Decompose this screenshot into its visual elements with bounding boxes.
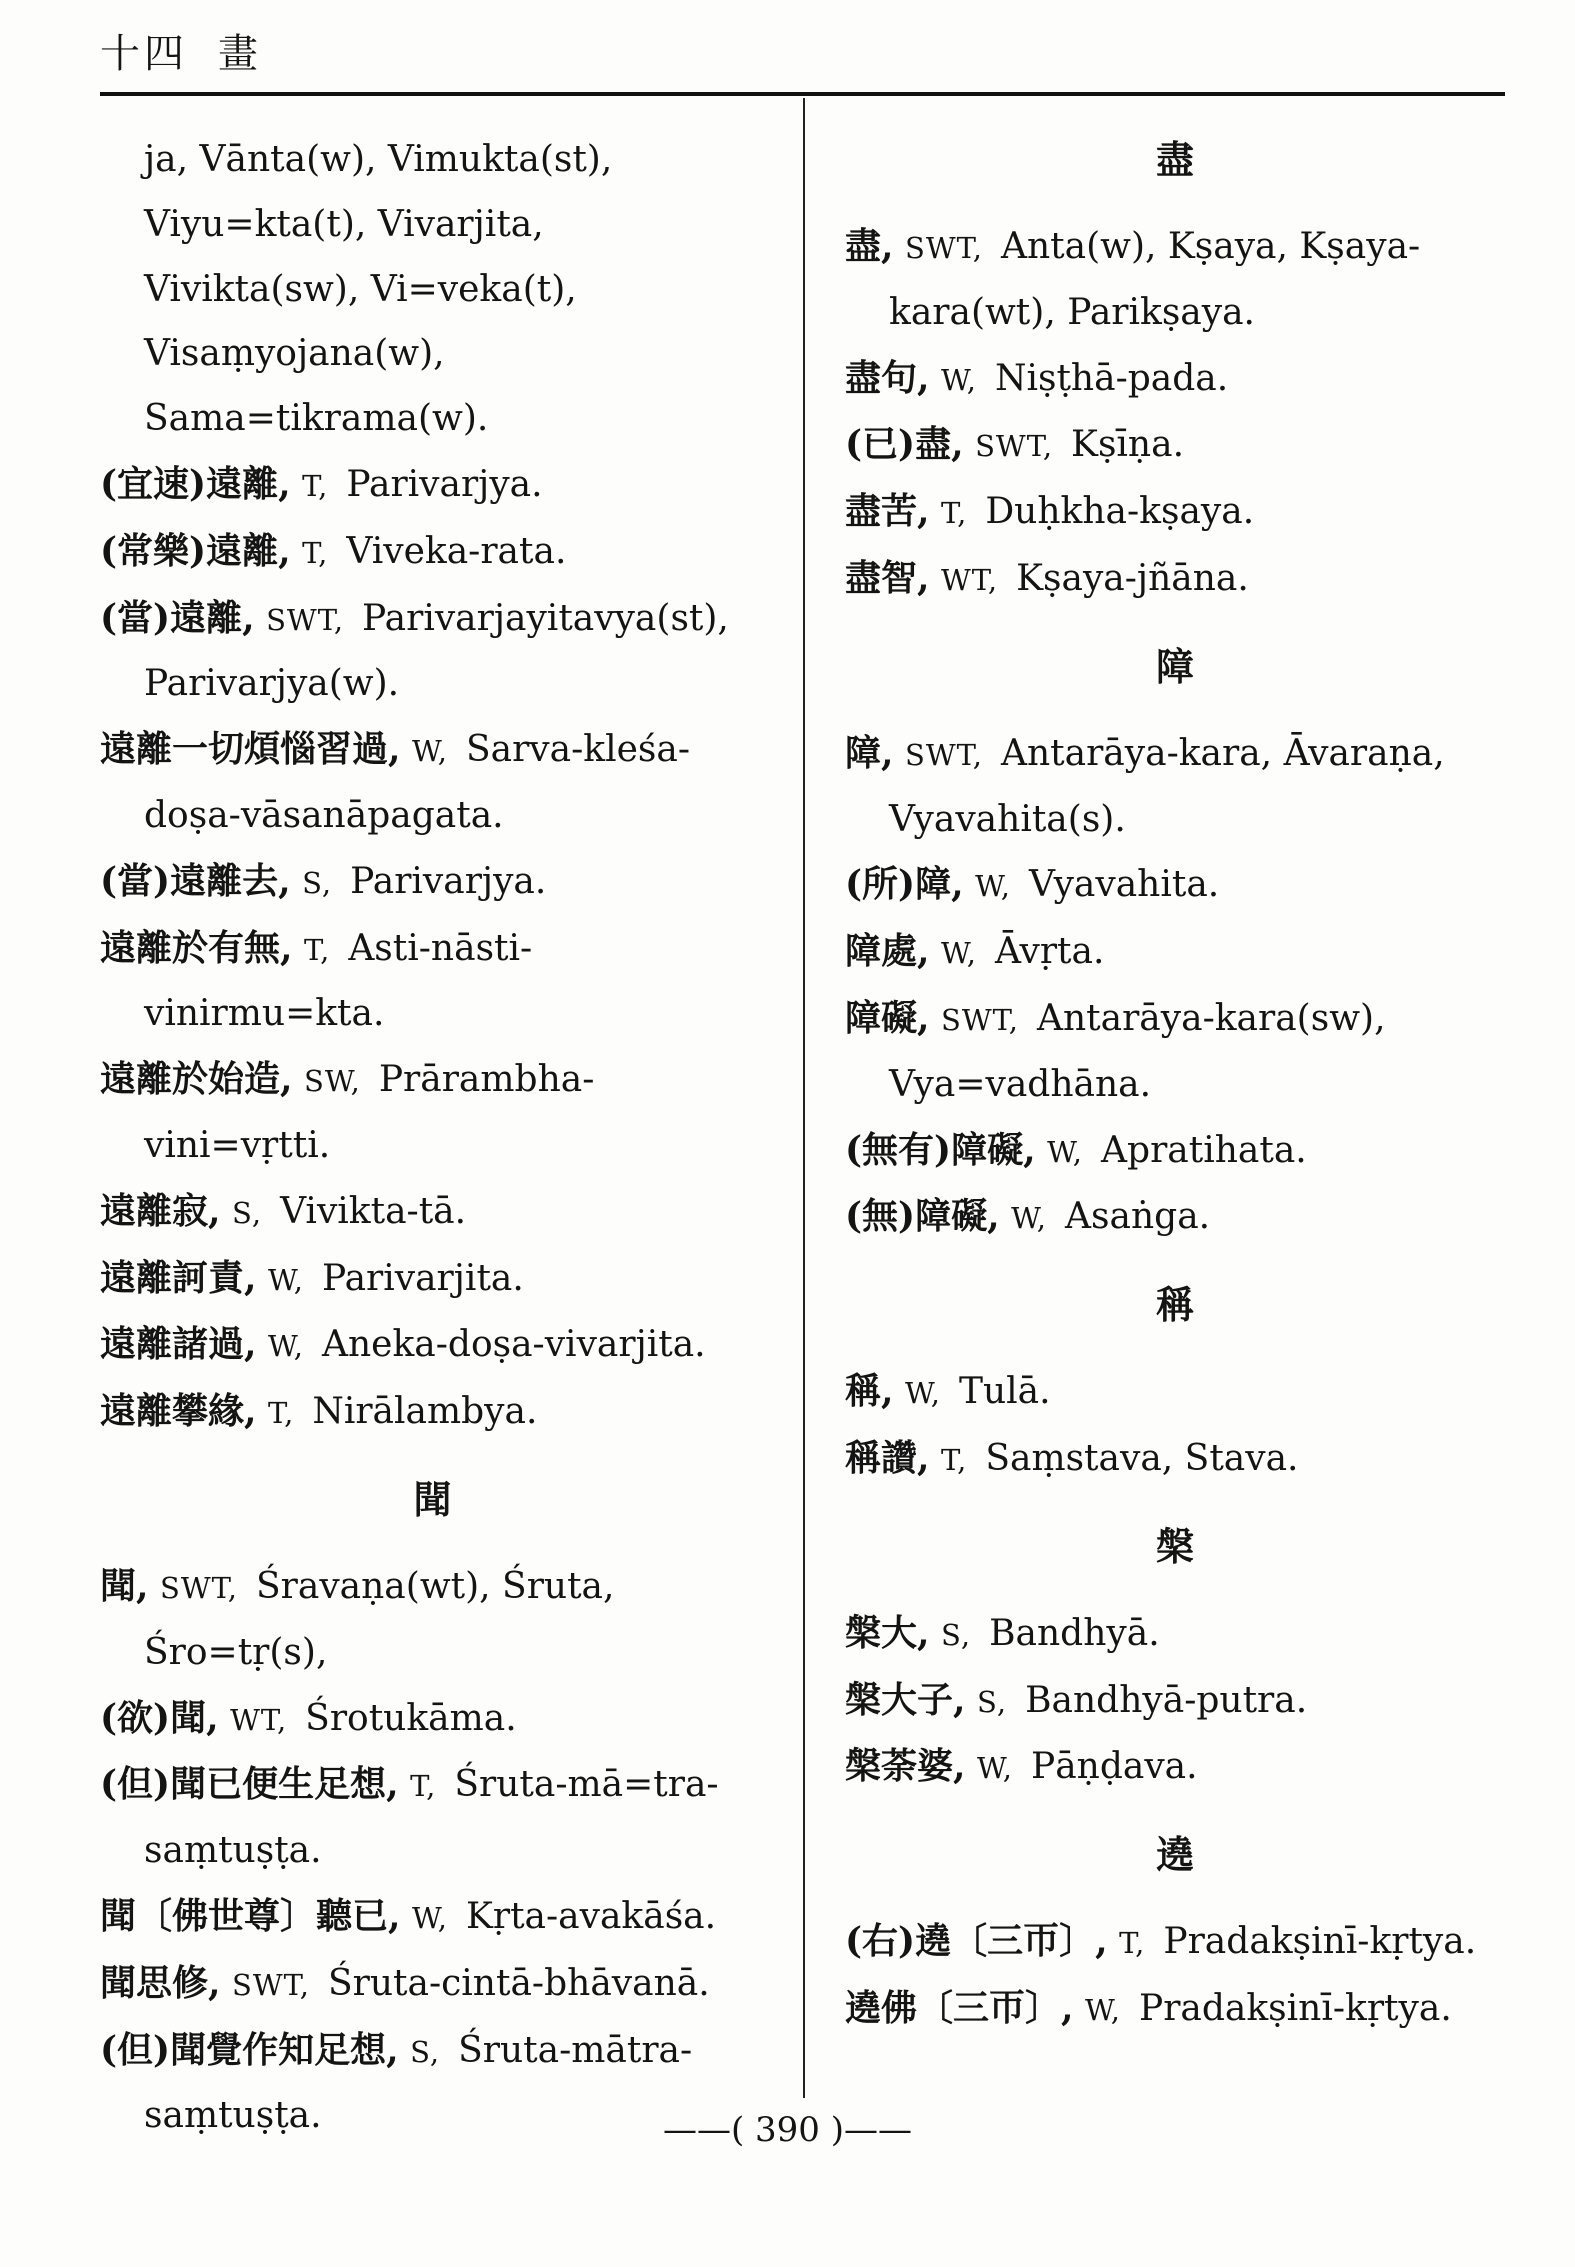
entry-source-codes: WT, xyxy=(230,1702,288,1737)
entry-sanskrit: Parivarjayitavya(st), Parivarjya(w). xyxy=(144,597,729,705)
entry-sanskrit: Bandhyā-putra. xyxy=(1025,1679,1308,1721)
entry-sanskrit: Antarāya-kara(sw), Vya=vadhāna. xyxy=(889,997,1386,1105)
entry-sanskrit: Duḥkha-kṣaya. xyxy=(985,491,1255,533)
entry-headword: 槃大子, xyxy=(845,1678,966,1721)
dictionary-entry xyxy=(845,721,1505,853)
entry-headword: 盡智, xyxy=(845,556,930,599)
dictionary-entry xyxy=(100,1379,765,1446)
entry-headword: 遠離訶責, xyxy=(100,1256,257,1299)
entry-sanskrit: Śrotukāma. xyxy=(305,1697,517,1739)
section-heading: 遶 xyxy=(1155,1832,1194,1878)
entry-sanskrit: Pāṇḍava. xyxy=(1030,1746,1198,1788)
dictionary-entry xyxy=(100,519,765,586)
dictionary-entry xyxy=(100,1951,765,2018)
entry-source-codes: SWT, xyxy=(266,602,345,637)
dictionary-entry xyxy=(100,452,765,519)
dictionary-entry xyxy=(845,412,1505,479)
dictionary-entry xyxy=(100,1246,765,1313)
continued-entry-text: ja, Vānta(w), Vimukta(st), Viyu=kta(t), Vivarjita, Vivikta(sw), Vi=veka(t), Visaṃyojana(w), Sama=tikrama(w). xyxy=(144,139,613,440)
entry-sanskrit: Antarāya-kara, Āvaraṇa, Vyavahita(s). xyxy=(889,732,1445,840)
entry-sanskrit: Vivikta-tā. xyxy=(280,1190,467,1232)
dictionary-entry xyxy=(845,546,1505,613)
dictionary-entry xyxy=(845,1118,1505,1185)
dictionary-entry xyxy=(845,852,1505,919)
entry-sanskrit: Aneka-doṣa-vivarjita. xyxy=(321,1324,706,1366)
entry-source-codes: W, xyxy=(977,1751,1013,1786)
entry-sanskrit: Nirālambya. xyxy=(312,1391,538,1433)
entry-headword: (欲)聞, xyxy=(100,1696,219,1739)
entry-source-codes: SWT, xyxy=(160,1570,238,1605)
entry-sanskrit: Śruta-cintā-bhāvanā. xyxy=(327,1962,710,2004)
entry-sanskrit: Kṛta-avakāśa. xyxy=(465,1895,717,1937)
entry-source-codes: WT, xyxy=(941,562,999,597)
entry-source-codes: T, xyxy=(410,1769,437,1804)
entry-source-codes: SW, xyxy=(304,1064,361,1099)
entry-sanskrit: Tulā. xyxy=(958,1371,1051,1413)
entry-sanskrit: Prārambha-vini=vṛtti. xyxy=(144,1059,595,1166)
entry-headword: 遠離一切煩惱習過, xyxy=(100,728,401,771)
entry-source-codes: T, xyxy=(1119,1926,1146,1961)
entry-source-codes: T, xyxy=(302,468,329,503)
entry-source-codes: SWT, xyxy=(905,737,983,772)
entry-sanskrit: Viveka-rata. xyxy=(346,530,567,572)
dictionary-entry xyxy=(845,1601,1505,1668)
header-rule xyxy=(100,92,1505,96)
dictionary-entry xyxy=(100,1047,765,1179)
dictionary-entry xyxy=(845,214,1505,346)
entry-headword: (右)遶〔三帀〕, xyxy=(845,1920,1108,1963)
entry-sanskrit: Parivarjya. xyxy=(350,860,547,902)
header-stroke-count: 十四 xyxy=(100,31,188,77)
entry-sanskrit: Saṃstava, Stava. xyxy=(985,1437,1299,1479)
dictionary-entry xyxy=(845,1734,1505,1801)
entry-sanskrit: Asti-nāsti-vinirmu=kta. xyxy=(144,927,533,1035)
entry-headword: 聞〔佛世尊〕聽已, xyxy=(100,1894,401,1937)
right-column xyxy=(845,128,1505,2043)
entry-source-codes: T, xyxy=(302,535,329,570)
entry-headword: (但)聞覺作知足想, xyxy=(100,2028,399,2071)
entry-headword: 障礙, xyxy=(845,996,930,1039)
entry-source-codes: W, xyxy=(412,734,448,769)
entry-headword: 盡苦, xyxy=(845,490,930,533)
entry-headword: 遠離於有無, xyxy=(100,926,293,969)
entry-source-codes: W, xyxy=(1047,1134,1084,1169)
dictionary-entry xyxy=(100,1179,765,1246)
entry-sanskrit: Śravaṇa(wt), Śruta, Śro=tṛ(s), xyxy=(144,1565,615,1673)
entry-headword: (當)遠離, xyxy=(100,596,255,639)
entry-headword: 槃大, xyxy=(845,1611,930,1654)
entry-headword: (無)障礙, xyxy=(845,1195,1000,1238)
section-heading: 障 xyxy=(1155,643,1194,689)
entry-sanskrit: Apratihata. xyxy=(1101,1129,1307,1171)
entry-source-codes: T, xyxy=(941,1442,968,1477)
entry-source-codes: T, xyxy=(268,1396,295,1431)
entry-headword: 遠離於始造, xyxy=(100,1058,293,1101)
entry-source-codes: T, xyxy=(941,496,968,531)
entry-headword: 稱, xyxy=(845,1370,894,1413)
entry-headword: (所)障, xyxy=(845,863,964,906)
entry-headword: 遶佛〔三帀〕, xyxy=(845,1986,1074,2029)
entry-headword: 盡, xyxy=(845,225,894,267)
entry-source-codes: W, xyxy=(268,1329,304,1364)
entry-headword: (但)聞已便生足想, xyxy=(100,1763,399,1806)
entry-sanskrit: Kṣaya-jñāna. xyxy=(1016,557,1249,599)
entry-sanskrit: Āvṛta. xyxy=(994,931,1105,973)
entry-source-codes: W, xyxy=(412,1900,448,1935)
entry-source-codes: W, xyxy=(975,869,1012,904)
dictionary-entry xyxy=(845,1976,1505,2043)
dictionary-entry xyxy=(845,1668,1505,1735)
entry-headword: (宜速)遠離, xyxy=(100,462,291,505)
entry-source-codes: T, xyxy=(304,932,331,967)
entry-source-codes: S, xyxy=(977,1684,1008,1719)
dictionary-entry xyxy=(100,916,765,1048)
entry-sanskrit: Kṣīṇa. xyxy=(1071,424,1185,466)
entry-sanskrit: Bandhyā. xyxy=(989,1612,1160,1654)
running-header xyxy=(100,22,1500,79)
entry-sanskrit: Sarva-kleśa-doṣa-vāsanāpagata. xyxy=(144,729,691,836)
entry-headword: 聞, xyxy=(100,1564,149,1607)
dictionary-entry xyxy=(100,586,765,718)
entry-sanskrit: Śruta-mā=tra-saṃtuṣṭa. xyxy=(144,1764,719,1872)
section-heading: 盡 xyxy=(1155,137,1194,182)
dictionary-entry xyxy=(845,346,1505,413)
section-heading: 稱 xyxy=(1155,1282,1194,1328)
entry-source-codes: W, xyxy=(941,362,977,397)
entry-source-codes: S, xyxy=(232,1195,263,1230)
entry-headword: 盡句, xyxy=(845,356,930,399)
entry-source-codes: SWT, xyxy=(975,429,1054,464)
dictionary-entry xyxy=(100,717,765,849)
entry-source-codes: SWT, xyxy=(905,231,983,265)
entry-source-codes: S, xyxy=(941,1617,972,1652)
dictionary-entry xyxy=(100,1752,765,1884)
dictionary-entry xyxy=(845,1359,1505,1426)
entry-headword: (當)遠離去, xyxy=(100,859,291,902)
entry-headword: (無有)障礙, xyxy=(845,1128,1036,1171)
section-heading: 槃 xyxy=(1155,1523,1194,1569)
entry-source-codes: W, xyxy=(905,1376,941,1411)
entry-headword: 遠離寂, xyxy=(100,1189,221,1232)
entry-sanskrit: Pradakṣinī-kṛtya. xyxy=(1138,1987,1452,2029)
entry-sanskrit: Niṣṭhā-pada. xyxy=(994,357,1229,399)
dictionary-entry xyxy=(845,919,1505,986)
entry-headword: (已)盡, xyxy=(845,423,964,466)
header-radical: 畫 xyxy=(218,31,262,77)
entry-headword: 稱讚, xyxy=(845,1436,930,1479)
dictionary-entry xyxy=(100,1686,765,1753)
entry-source-codes: W, xyxy=(1085,1992,1121,2027)
entry-sanskrit: Parivarjya. xyxy=(346,463,543,505)
dictionary-entry xyxy=(100,1312,765,1379)
section-heading: 聞 xyxy=(413,1476,452,1522)
entry-source-codes: W, xyxy=(941,936,977,971)
entry-headword: 障, xyxy=(845,731,894,774)
dictionary-entry xyxy=(100,1884,765,1951)
entry-sanskrit: Parivarjita. xyxy=(321,1257,524,1299)
dictionary-entry xyxy=(100,1554,765,1686)
entry-headword: 槃荼婆, xyxy=(845,1745,966,1788)
column-divider xyxy=(803,98,805,2098)
entry-source-codes: SWT, xyxy=(941,1002,1019,1037)
entry-headword: 聞思修, xyxy=(100,1961,221,2004)
dictionary-entry xyxy=(845,986,1505,1118)
entry-sanskrit: Śruta-mātra-saṃtuṣṭa. xyxy=(144,2029,693,2137)
entry-sanskrit: Asaṅga. xyxy=(1065,1196,1211,1238)
entry-source-codes: W, xyxy=(268,1262,304,1297)
dictionary-entry xyxy=(100,849,765,916)
entry-sanskrit: Vyavahita. xyxy=(1029,864,1220,906)
dictionary-entry xyxy=(845,1909,1505,1976)
entry-sanskrit: Pradakṣinī-kṛtya. xyxy=(1163,1921,1477,1963)
entry-source-codes: W, xyxy=(1011,1201,1048,1236)
entry-headword: (常樂)遠離, xyxy=(100,529,291,572)
entry-source-codes: S, xyxy=(302,865,333,900)
dictionary-entry xyxy=(845,1184,1505,1251)
dictionary-entry xyxy=(845,479,1505,546)
dictionary-entry xyxy=(845,1426,1505,1493)
entry-sanskrit: Anta(w), Kṣaya, Kṣaya-kara(wt), Parikṣaya. xyxy=(889,226,1421,333)
entry-headword: 障處, xyxy=(845,930,930,973)
entry-source-codes: SWT, xyxy=(232,1967,310,2002)
left-column xyxy=(100,128,765,2149)
page-number: ——( 390 )—— xyxy=(662,2110,913,2150)
entry-headword: 遠離諸過, xyxy=(100,1323,257,1366)
entry-source-codes: S, xyxy=(410,2034,441,2069)
entry-headword: 遠離攀緣, xyxy=(100,1390,257,1433)
